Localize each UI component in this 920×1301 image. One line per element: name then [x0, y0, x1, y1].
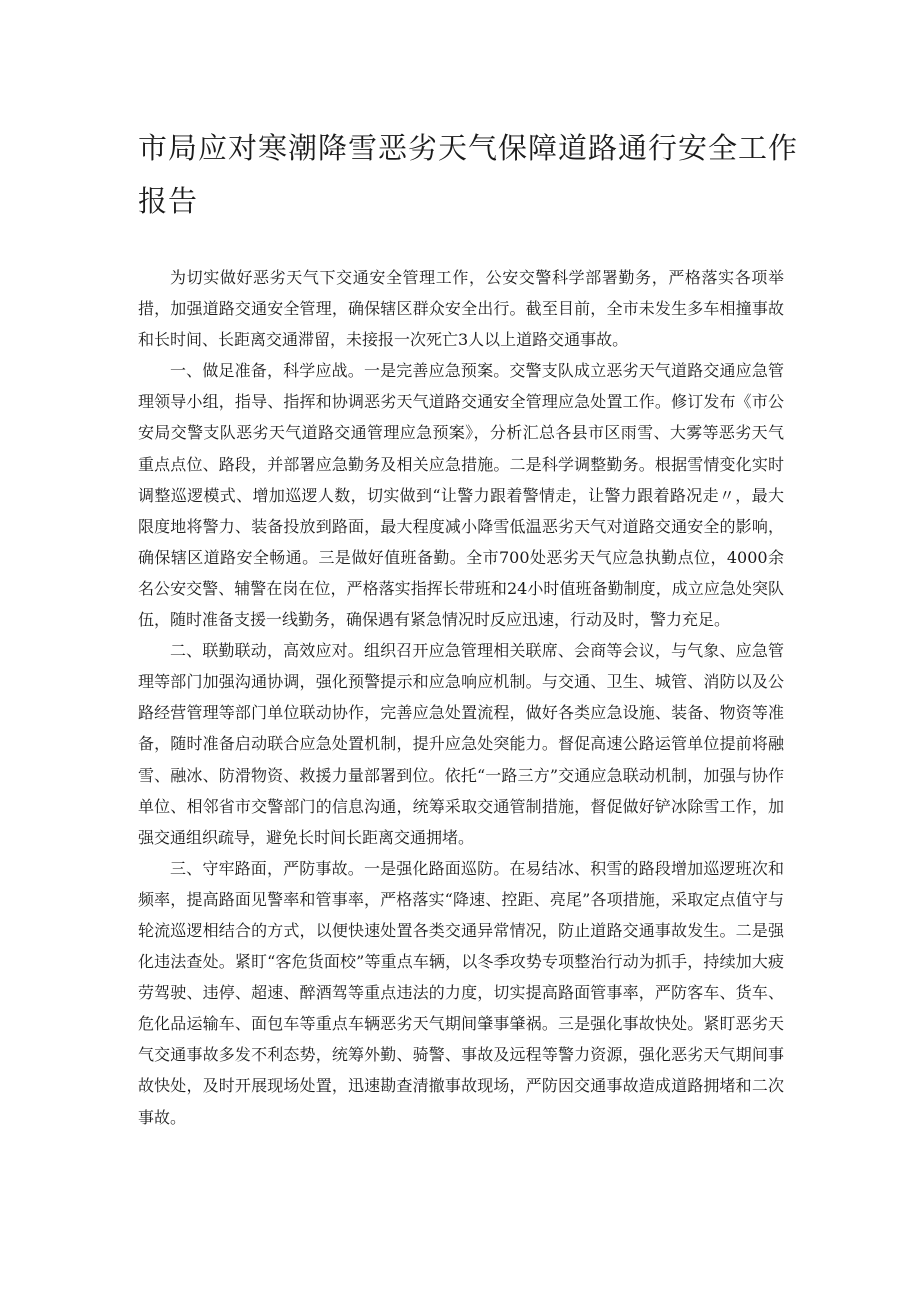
paragraph-section-1: 一、做足准备，科学应战。一是完善应急预案。交警支队成立恶劣天气道路交通应急管理领导小组，指导、指挥和协调恶劣天气道路交通安全管理应急处置工作。修订发布《市公安局交警支队恶劣天气道路交通管理应急预案》，分析汇总各县市区雨雪、大雾等恶劣天气重点点位、路段，并部署应急勤务及相关应急措施。二是科学调整勤务。根据雪情变化实时调整巡逻模式、增加巡逻人数，切实做到“让警力跟着警情走，让警力跟着路况走〃，最大限度地将警力、装备投放到路面，最大程度减小降雪低温恶劣天气对道路交通安全的影响，确保辖区道路安全畅通。三是做好值班备勤。全市700处恶劣天气应急执勤点位，4000余名公安交警、辅警在岗在位，严格落实指挥长带班和24小时值班备勤制度，成立应急处突队伍，随时准备支援一线勤务，确保遇有紧急情况时反应迅速，行动及时，警力充足。 [138, 361, 784, 630]
document-title: 市局应对寒潮降雪恶劣天气保障道路通行安全工作报告 [138, 131, 799, 218]
document-body [138, 262, 784, 1133]
paragraph-section-3: 三、守牢路面，严防事故。一是强化路面巡防。在易结冰、积雪的路段增加巡逻班次和频率，提高路面见警率和管事率，严格落实“降速、控距、亮尾”各项措施，采取定点值守与轮流巡逻相结合的方式，以便快速处置各类交通异常情况，防止道路交通事故发生。二是强化违法查处。紧盯“客危货面校”等重点车辆，以冬季攻势专项整治行动为抓手，持续加大疲劳驾驶、违停、超速、醉酒驾等重点违法的力度，切实提高路面管事率，严防客车、货车、危化品运输车、面包车等重点车辆恶劣天气期间肇事肇祸。三是强化事故快处。紧盯恶劣天气交通事故多发不利态势，统筹外勤、骑警、事故及远程等警力资源，强化恶劣天气期间事故快处，及时开展现场处置，迅速勘查清撤事故现场，严防因交通事故造成道路拥堵和二次事故。 [138, 858, 784, 1127]
paragraph-section-2: 二、联勤联动，高效应对。组织召开应急管理相关联席、会商等会议，与气象、应急管理等部门加强沟通协调，强化预警提示和应急响应机制。与交通、卫生、城管、消防以及公路经营管理等部门单位联动协作，完善应急处置流程，做好各类应急设施、装备、物资等准备，随时准备启动联合应急处置机制，提升应急处突能力。督促高速公路运管单位提前将融雪、融冰、防滑物资、救援力量部署到位。依托“一路三方”交通应急联动机制，加强与协作单位、相邻省市交警部门的信息沟通，统筹采取交通管制措施，督促做好铲冰除雪工作，加强交通组织疏导，避免长时间长距离交通拥堵。 [138, 641, 784, 847]
paragraph-intro: 为切实做好恶劣天气下交通安全管理工作，公安交警科学部署勤务，严格落实各项举措，加强道路交通安全管理，确保辖区群众安全出行。截至目前，全市未发生多车相撞事故和长时间、长距离交通滞留，未接报一次死亡3人以上道路交通事故。 [138, 268, 784, 350]
